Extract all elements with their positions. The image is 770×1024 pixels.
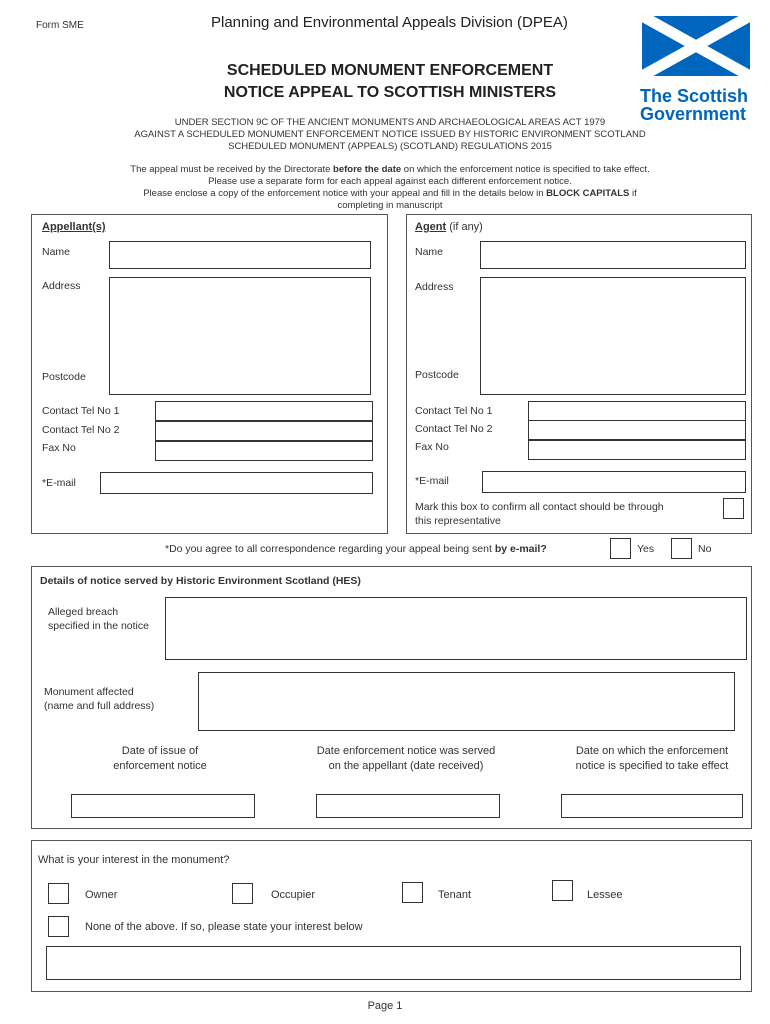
interest-other-field[interactable] bbox=[46, 946, 741, 980]
interest-tenant-label: Tenant bbox=[438, 889, 472, 901]
date-served-field[interactable] bbox=[316, 794, 500, 818]
appellant-address-label: Address bbox=[42, 280, 81, 292]
appellant-postcode-label: Postcode bbox=[42, 371, 86, 383]
email-consent-yes-checkbox[interactable] bbox=[610, 538, 631, 559]
interest-none-checkbox[interactable] bbox=[48, 916, 69, 937]
alleged-breach-field[interactable] bbox=[165, 597, 747, 660]
form-code: Form SME bbox=[36, 20, 84, 31]
scottish-government-logo bbox=[640, 14, 752, 124]
appellant-email-field[interactable] bbox=[100, 472, 373, 494]
agent-email-field[interactable] bbox=[482, 471, 746, 493]
interest-owner-label: Owner bbox=[85, 889, 118, 901]
monument-affected-label: Monument affected (name and full address) bbox=[44, 686, 155, 712]
interest-occupier-checkbox[interactable] bbox=[232, 883, 253, 904]
email-consent-no-checkbox[interactable] bbox=[671, 538, 692, 559]
page-title bbox=[150, 60, 630, 104]
date-effect-field[interactable] bbox=[561, 794, 743, 818]
interest-owner-checkbox[interactable] bbox=[48, 883, 69, 904]
agent-tel1-field[interactable] bbox=[528, 401, 746, 421]
date-issue-field[interactable] bbox=[71, 794, 255, 818]
subtitle-line-3: SCHEDULED MONUMENT (APPEALS) (SCOTLAND) REGULATIONS 2015 bbox=[228, 141, 552, 152]
interest-none-label: None of the above. If so, please state your interest below bbox=[85, 921, 363, 933]
agent-name-field[interactable] bbox=[480, 241, 746, 269]
agent-fax-label: Fax No bbox=[415, 441, 449, 453]
appellant-name-field[interactable] bbox=[109, 241, 371, 269]
agent-confirm-label: Mark this box to confirm all contact should be through this representative bbox=[415, 501, 664, 527]
agent-heading: Agent (if any) bbox=[415, 221, 483, 233]
notice-heading: Details of notice served by Historic Environment Scotland (HES) bbox=[40, 575, 361, 587]
alleged-breach-label: Alleged breach specified in the notice bbox=[48, 606, 149, 632]
instruction-line-3: Please enclose a copy of the enforcement notice with your appeal and fill in the details below in BLOCK CAPITALS if bbox=[143, 188, 637, 199]
date-issue-label: Date of issue of enforcement notice bbox=[113, 745, 207, 772]
title-line-1: SCHEDULED MONUMENT ENFORCEMENT bbox=[226, 62, 554, 79]
appellant-fax-field[interactable] bbox=[155, 441, 373, 461]
appellant-email-label: *E-mail bbox=[42, 477, 76, 489]
appellant-fax-label: Fax No bbox=[42, 442, 76, 454]
interest-lessee-label: Lessee bbox=[587, 889, 623, 901]
interest-question: What is your interest in the monument? bbox=[38, 854, 230, 866]
agent-name-label: Name bbox=[415, 246, 444, 258]
instruction-line-1: The appeal must be received by the Directorate before the date on which the enforcement notice is specified to take effect. bbox=[130, 164, 650, 175]
agent-postcode-label: Postcode bbox=[415, 369, 459, 381]
appellant-tel1-field[interactable] bbox=[155, 401, 373, 421]
agent-address-field[interactable] bbox=[480, 277, 746, 395]
date-served-label: Date enforcement notice was served on the appellant (date received) bbox=[316, 745, 496, 772]
page-number: Page 1 bbox=[367, 1000, 403, 1012]
instruction-line-2: Please use a separate form for each appeal against each different enforcement notice. bbox=[208, 176, 572, 187]
email-consent-question: *Do you agree to all correspondence regarding your appeal being sent by e-mail? bbox=[165, 543, 547, 555]
agent-email-label: *E-mail bbox=[415, 475, 449, 487]
monument-affected-field[interactable] bbox=[198, 672, 735, 731]
date-effect-label: Date on which the enforcement notice is specified to take effect bbox=[575, 745, 729, 772]
appellant-tel2-field[interactable] bbox=[155, 421, 373, 441]
subtitle-line-2: AGAINST A SCHEDULED MONUMENT ENFORCEMENT NOTICE ISSUED BY HISTORIC ENVIRONMENT SCOTLAND bbox=[134, 129, 646, 140]
agent-confirm-checkbox[interactable] bbox=[723, 498, 744, 519]
logo-line-2: Government bbox=[640, 104, 747, 124]
subtitle-line-1: UNDER SECTION 9C OF THE ANCIENT MONUMENTS AND ARCHAEOLOGICAL AREAS ACT 1979 bbox=[174, 117, 606, 128]
agent-tel2-label: Contact Tel No 2 bbox=[415, 423, 493, 435]
appellant-name-label: Name bbox=[42, 246, 71, 258]
email-consent-yes-label: Yes bbox=[637, 543, 655, 555]
saltire-icon bbox=[640, 14, 752, 78]
instructions bbox=[60, 164, 720, 212]
agent-tel1-label: Contact Tel No 1 bbox=[415, 405, 493, 417]
division-title: Planning and Environmental Appeals Division (DPEA) bbox=[211, 14, 568, 31]
agent-address-label: Address bbox=[415, 281, 454, 293]
agent-tel2-field[interactable] bbox=[528, 420, 746, 440]
legal-subtitle bbox=[60, 117, 720, 153]
agent-fax-field[interactable] bbox=[528, 440, 746, 460]
email-consent-no-label: No bbox=[698, 543, 712, 555]
appellant-address-field[interactable] bbox=[109, 277, 371, 395]
appellant-tel1-label: Contact Tel No 1 bbox=[42, 405, 120, 417]
appellant-heading: Appellant(s) bbox=[42, 221, 106, 233]
title-line-2: NOTICE APPEAL TO SCOTTISH MINISTERS bbox=[223, 84, 557, 101]
logo-line-1: The Scottish bbox=[640, 86, 749, 106]
appellant-tel2-label: Contact Tel No 2 bbox=[42, 424, 120, 436]
interest-occupier-label: Occupier bbox=[271, 889, 316, 901]
interest-tenant-checkbox[interactable] bbox=[402, 882, 423, 903]
instruction-line-4: completing in manuscript bbox=[337, 200, 443, 211]
interest-lessee-checkbox[interactable] bbox=[552, 880, 573, 901]
